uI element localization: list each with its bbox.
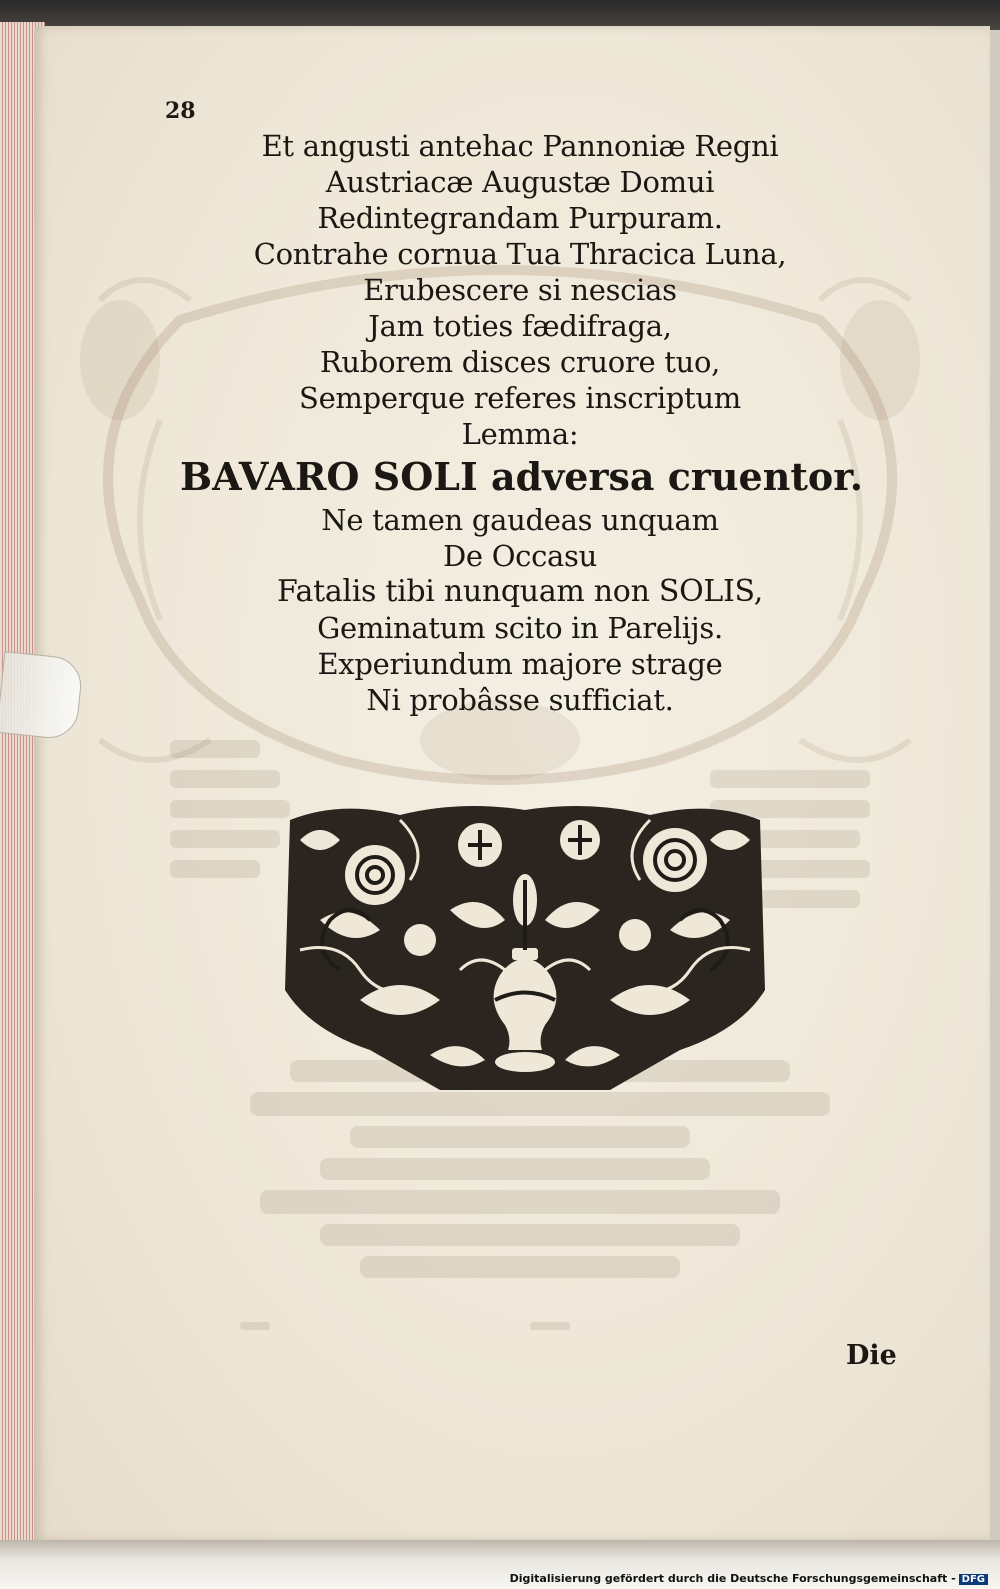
poem-line: Jam toties fædifraga, bbox=[368, 309, 672, 343]
poem-text-block bbox=[180, 128, 863, 718]
poem-line: Austriacæ Augustæ Domui bbox=[325, 165, 715, 199]
poem-line: Ruborem disces cruore tuo, bbox=[319, 345, 721, 379]
poem-line: Et angusti antehac Pannoniæ Regni bbox=[261, 129, 779, 163]
floral-vase-woodcut-icon bbox=[280, 800, 770, 1110]
poem-line: Fatalis tibi nunquam non SOLIS, bbox=[277, 574, 763, 609]
dfg-logo-icon: DFG bbox=[959, 1574, 988, 1585]
poem-line: Redintegrandam Purpuram. bbox=[317, 201, 723, 235]
footer-text: Digitalisierung gefördert durch die Deutsche Forschungsgemeinschaft - bbox=[509, 1572, 956, 1585]
poem-line: Ne tamen gaudeas unquam bbox=[321, 503, 719, 537]
poem-line: Experiundum majore strage bbox=[317, 647, 723, 681]
page-number: 28 bbox=[165, 98, 196, 124]
poem-line: Ni probâsse sufficiat. bbox=[366, 683, 674, 717]
poem-line: Contrahe cornua Tua Thracica Luna, bbox=[253, 237, 787, 271]
poem-line-emphasis: BAVARO SOLI adversa cruentor. bbox=[180, 454, 863, 499]
poem-line: Geminatum scito in Parelijs. bbox=[317, 611, 723, 645]
poem-line: Erubescere si nescias bbox=[363, 273, 677, 307]
poem-line: De Occasu bbox=[442, 539, 598, 573]
catchword: Die bbox=[846, 1340, 897, 1371]
poem-line: Lemma: bbox=[461, 417, 579, 451]
poem-line: Semperque referes inscriptum bbox=[299, 381, 741, 415]
digitization-footer bbox=[510, 1572, 988, 1585]
